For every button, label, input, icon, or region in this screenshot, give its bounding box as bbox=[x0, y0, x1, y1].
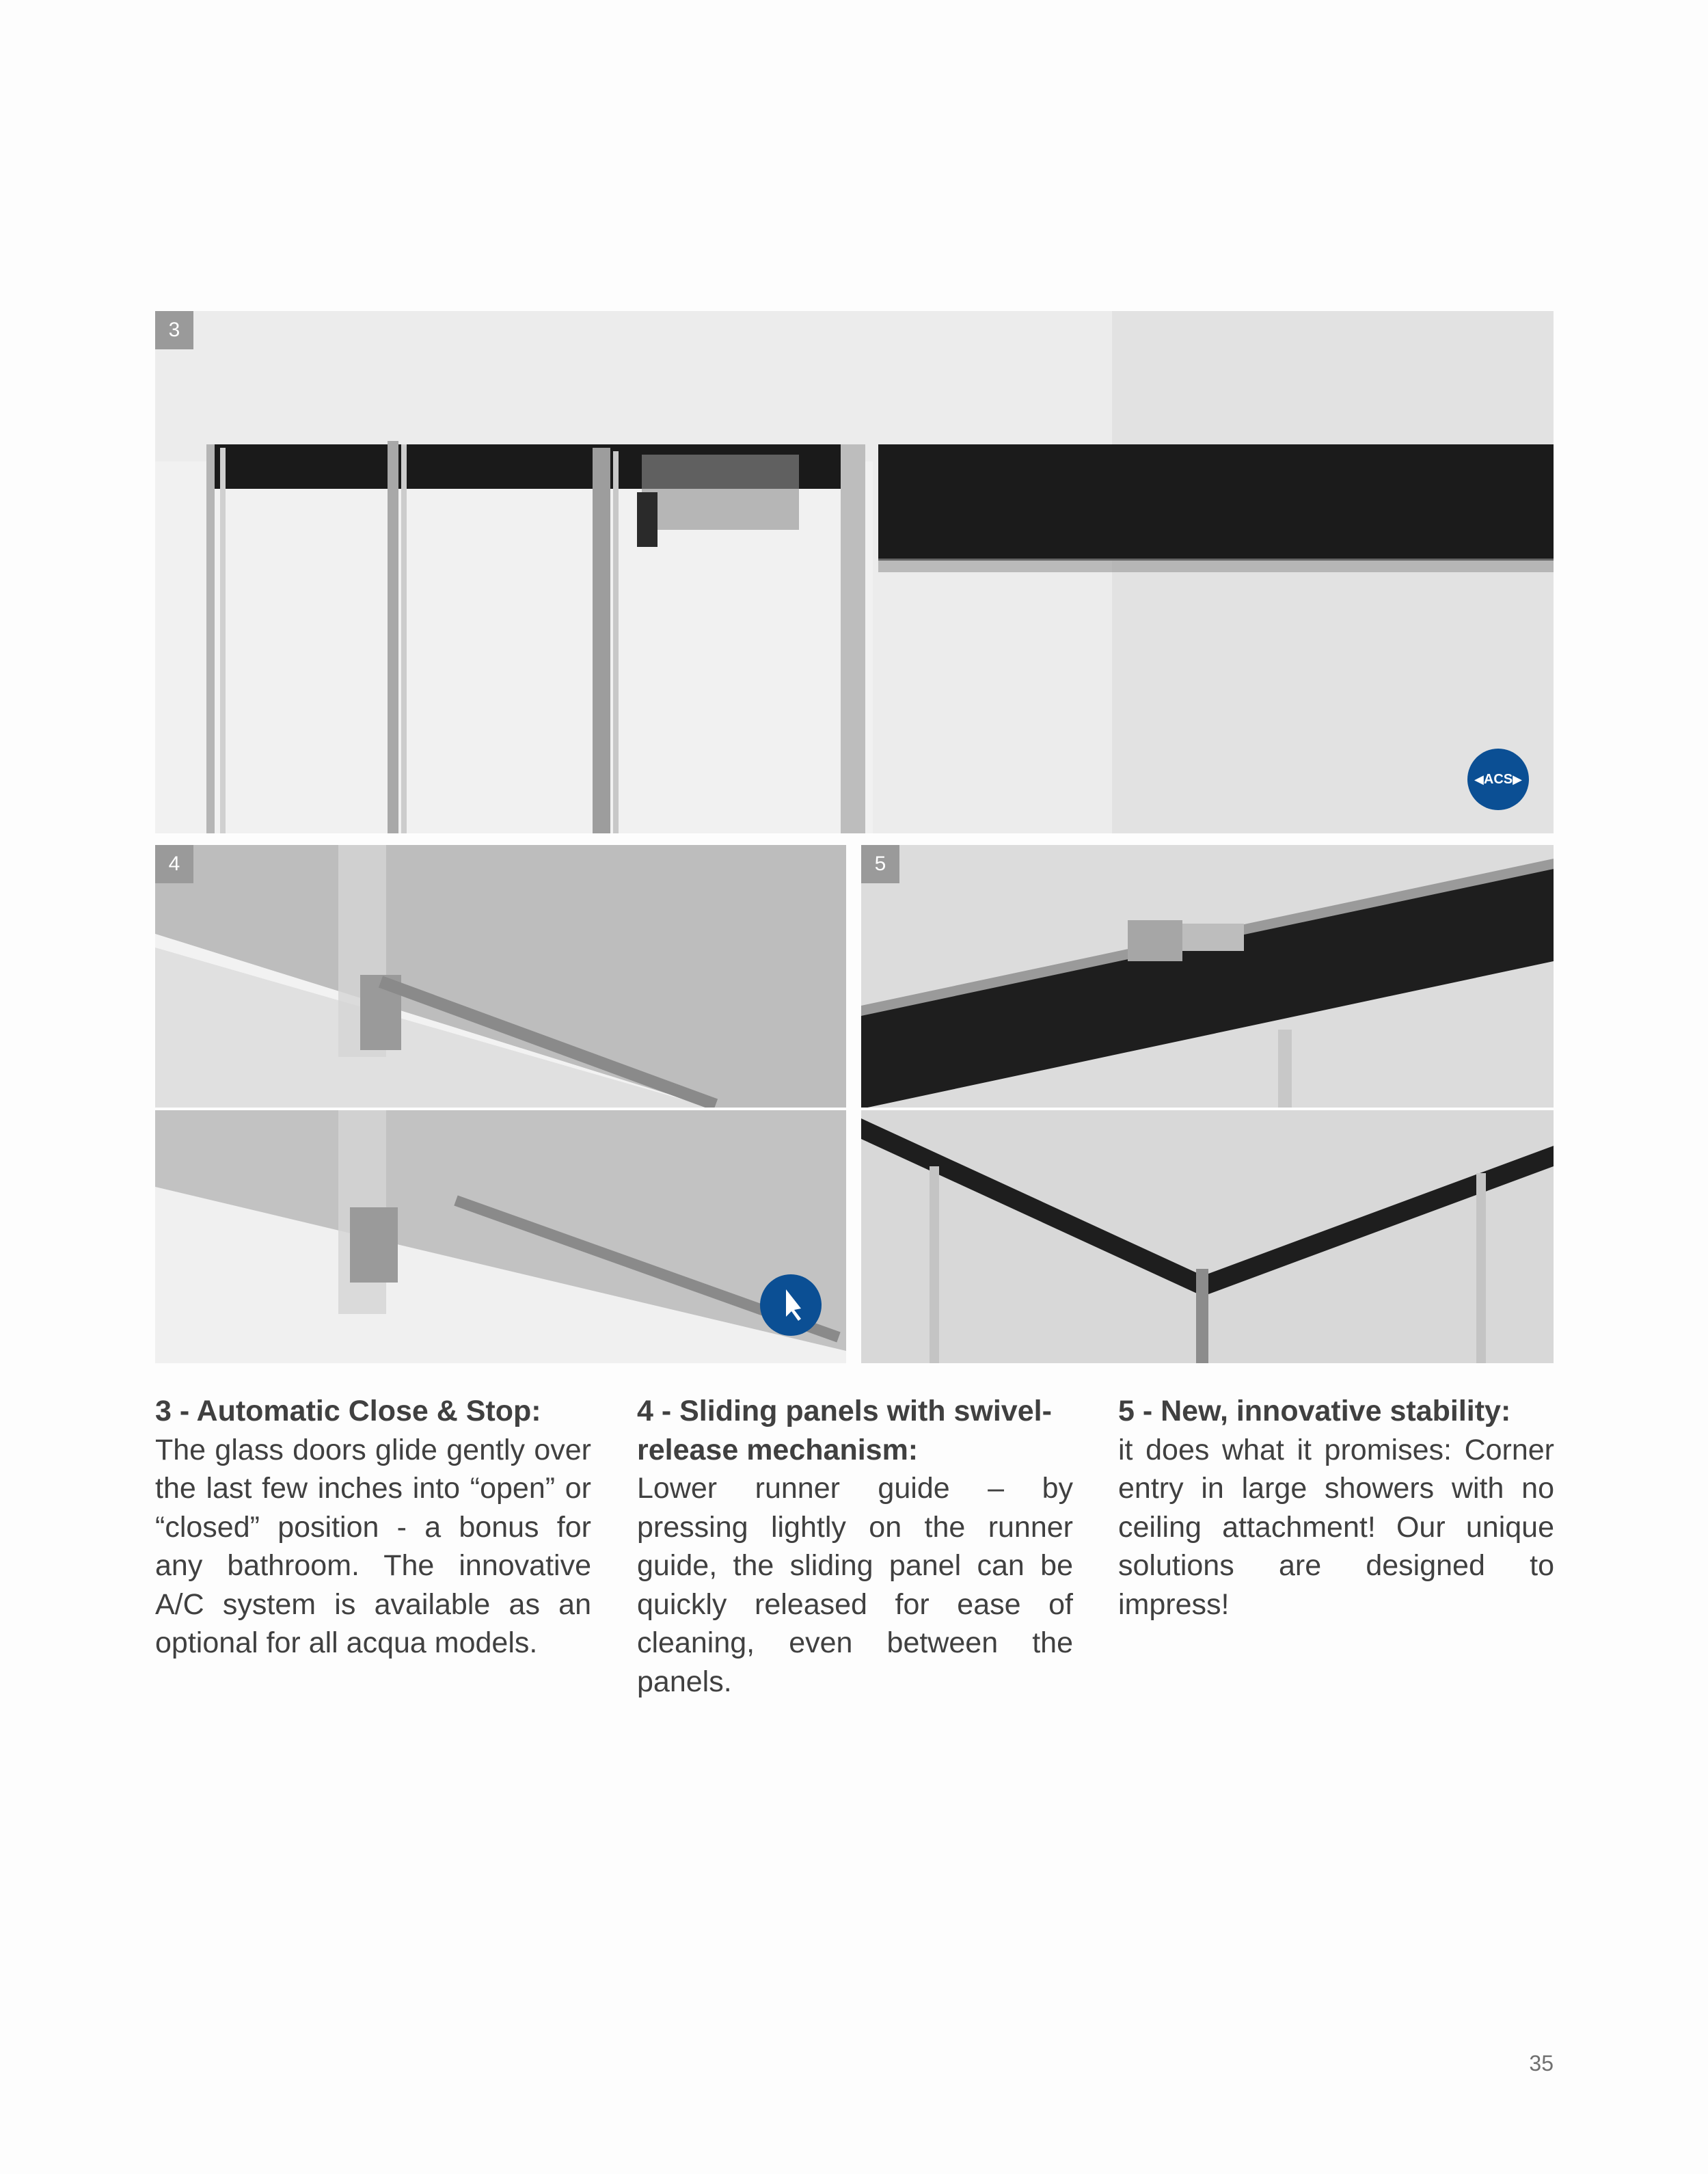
photo-innovative-stability bbox=[861, 845, 1554, 1363]
acs-logo-icon: ◀ACS▶ bbox=[1467, 749, 1529, 810]
caption-body: The glass doors glide gently over the last few inches into “open” or “closed” position - a bonus for any bathroom. The innovative A/C system is available as an optional for all acqua models. bbox=[155, 1433, 591, 1659]
runner-guide-image bbox=[155, 845, 846, 1363]
shower-top-track-image bbox=[155, 311, 1554, 833]
page-number: 35 bbox=[1529, 2051, 1554, 2076]
photo-sliding-panels bbox=[155, 845, 846, 1363]
caption-column-3 bbox=[155, 1392, 591, 1663]
photo-number-badge: 5 bbox=[861, 845, 899, 883]
caption-column-5 bbox=[1118, 1392, 1554, 1624]
caption-heading: 4 - Sliding panels with swivel-release mechanism: bbox=[637, 1395, 1052, 1466]
caption-body: Lower runner guide – by pressing lightly on the runner guide, the sliding panel can be quickly released for ease of cleaning, even between the panels. bbox=[637, 1472, 1073, 1698]
caption-heading: 5 - New, innovative stability: bbox=[1118, 1395, 1511, 1427]
caption-column-4 bbox=[637, 1392, 1073, 1701]
photo-number-badge: 4 bbox=[155, 845, 193, 883]
corner-profile-image bbox=[861, 845, 1554, 1363]
caption-body: it does what it promises: Corner entry in large showers with no ceiling attachment! Our unique solutions are designed to impress! bbox=[1118, 1433, 1554, 1621]
pointer-hand-icon bbox=[760, 1274, 822, 1336]
acs-logo-label: ACS bbox=[1483, 772, 1513, 787]
photo-number-badge: 3 bbox=[155, 311, 193, 349]
photo-automatic-close-stop bbox=[155, 311, 1554, 833]
caption-heading: 3 - Automatic Close & Stop: bbox=[155, 1395, 541, 1427]
